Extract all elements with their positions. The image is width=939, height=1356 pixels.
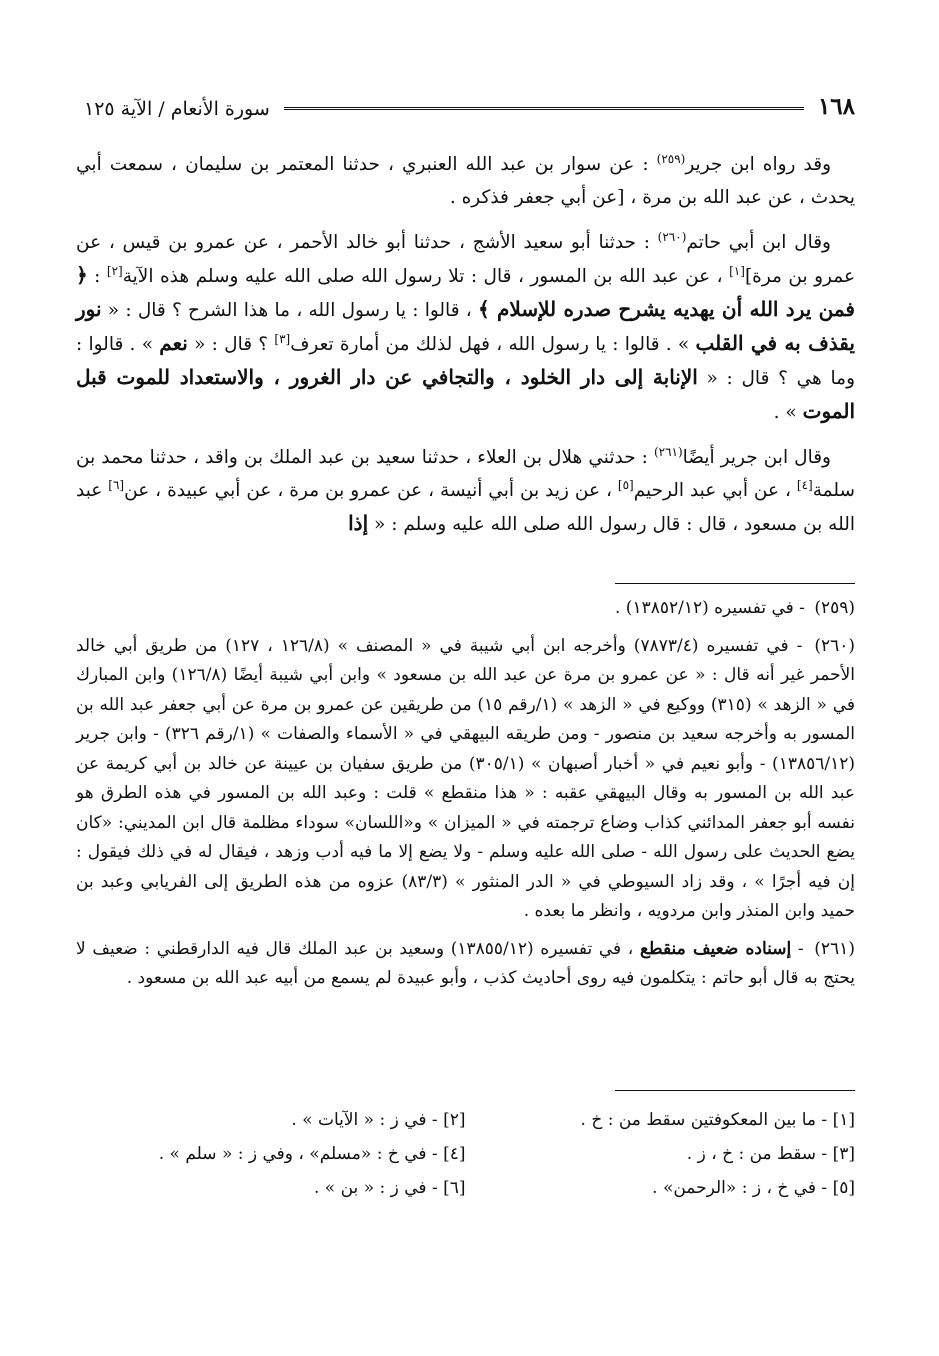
page-header (84, 80, 855, 120)
text-span: » . (773, 402, 803, 423)
footnote-number: (٢٦٠) (814, 635, 856, 656)
page-number: ١٦٨ (817, 93, 855, 120)
text-span: ، قالوا : يا رسول الله ، ما هذا الشرح ؟ قال : « (101, 300, 478, 321)
text-span: ، عن زيد بن أبي أنيسة ، عن عمرو بن مرة ، عن أبي عبيدة ، عن (124, 480, 618, 501)
hadith-text: إذا (348, 511, 369, 535)
header-rule (284, 107, 804, 110)
footnotes (76, 583, 855, 1002)
apparatus-grid (76, 1105, 855, 1203)
apparatus-ref: [٣] (274, 331, 291, 346)
footnote-ref: (٢٥٩) (656, 151, 686, 166)
running-title: سورة الأنعام / الآية ١٢٥ (84, 98, 270, 120)
apparatus-note: [٣] - سقط من : خ ، ز . (686, 1144, 855, 1164)
apparatus-note: [٥] - في خ ، ز : «الرحمن» . (652, 1178, 855, 1198)
apparatus-ref: [٤] (796, 477, 813, 492)
apparatus-note: [٤] - في خ : «مسلم» ، وفي ز : « سلم » . (158, 1144, 466, 1164)
main-text (76, 148, 855, 553)
footnote-ref: (٢٦١) (653, 444, 683, 459)
footnote-259 (76, 594, 855, 624)
footnote-ref: (٢٦٠) (657, 229, 687, 244)
quran-verse: ﴿ فمن يرد الله أن يهديه يشرح صدره للإسلام ﴾ (76, 263, 855, 321)
paragraph-2 (76, 226, 855, 429)
footnote-260 (76, 632, 855, 927)
text-span: » . قالوا : يا رسول الله ، فهل لذلك من أمارة تعرف (290, 334, 696, 355)
text-span: وقال ابن أبي حاتم (686, 232, 831, 253)
apparatus-ref: [٦] (108, 477, 125, 492)
text-span: : (87, 266, 107, 287)
text-span: وقد رواه ابن جرير (685, 154, 832, 175)
text-span: » . قالوا : وما هي ؟ قال : « (76, 334, 855, 389)
footnote-number: (٢٦١) (814, 938, 855, 959)
apparatus-ref: [٥] (617, 477, 634, 492)
paragraph-3 (76, 441, 855, 541)
footnote-text: - في تفسيره (١٣٨٥٢/١٢) . (615, 598, 811, 618)
hadith-text: نور يقذف به في القلب (76, 297, 855, 355)
paragraph-1 (76, 148, 855, 214)
footnote-rule (615, 583, 855, 584)
apparatus-ref: [١] (729, 263, 745, 278)
apparatus-note: [٦] - في ز : « بن » . (314, 1178, 466, 1198)
hadith-text: الإنابة إلى دار الخلود ، والتجافي عن دار الغرور ، والاستعداد للموت قبل الموت (76, 365, 855, 423)
text-span: وقال ابن جرير أيضًا (682, 447, 831, 468)
text-span: عبد الله بن مسعود ، قال : قال رسول الله صلى الله عليه وسلم : « (76, 480, 855, 535)
text-span: : حدثنا أبو سعيد الأشج ، حدثنا أبو خالد الأحمر ، عن عمرو بن قيس ، عن عمرو بن مرة] (76, 232, 855, 287)
footnote-text: ، في تفسيره (١٣٨٥٥/١٢) وسعيد بن عبد الملك قال فيه الدارقطني : ضعيف لا يحتج به قال أبو حاتم : يتكلمون فيه روى أحاديث كذب ، وأبو عبيدة لم يسمع من أبيه عبد الله بن مسعود . (76, 938, 855, 988)
footnote-grading: إسناده ضعيف منقطع (639, 938, 792, 959)
text-span: ؟ قال : « (187, 334, 275, 355)
footnote-number: (٢٥٩) (814, 598, 855, 618)
text-span: : عن سوار بن عبد الله العنبري ، حدثنا المعتمر بن سليمان ، سمعت أبي يحدث ، عن عبد الله بن مرة ، [عن أبي جعفر فذكره . (76, 154, 855, 208)
text-span: ، عن أبي عبد الرحيم (633, 480, 797, 501)
footnote-text: - (791, 938, 811, 959)
hadith-text: نعم (159, 331, 188, 355)
footnote-261 (76, 935, 855, 994)
apparatus-note: [٢] - في ز : « الآيات » . (291, 1110, 466, 1130)
text-span: ، عن عبد الله بن المسور ، قال : تلا رسول الله صلى الله عليه وسلم هذه الآية (122, 266, 730, 287)
apparatus-ref: [٢] (106, 263, 123, 278)
text-span: : حدثني هلال بن العلاء ، حدثنا سعيد بن عبد الملك بن واقد ، حدثنا محمد بن سلمة (76, 447, 855, 501)
apparatus-rule (615, 1090, 855, 1091)
apparatus-note: [١] - ما بين المعكوفتين سقط من : خ . (580, 1110, 855, 1130)
footnote-text: - في تفسيره (٧٨٧٣/٤) وأخرجه ابن أبي شيبة في « المصنف » (١٢٦/٨ ، ١٢٧) من طريق أبي خالد الأحمر غير أنه قال : « عن عمرو بن مرة عن عبد الله بن مسعود » وابن أبي شيبة أيضًا (١٢٦/٨) وابن المبارك في « الزهد » (٣١٥) ووكيع في « الزهد » (١/رقم ١٥) من طريقين عن عمرو بن مرة عن أبي جعفر عبد الله بن المسور به وأخرجه سعيد بن منصور - ومن طريقه البيهقي في « الأسماء والصفات » (١/رقم ٣٢٦) - وابن جرير (١٣٨٥٦/١٢) - وأبو نعيم في « أخبار أصبهان » (٣٠٥/١) من طريق سفيان بن عيينة عن خالد بن أبي كريمة عن عبد الله بن المسور به وقال البيهقي عقبه : « هذا منقطع » قلت : وعبد الله بن المسور في هذه الطرق هو نفسه أبو جعفر المدائني كذاب وضاع ترجمته في « الميزان » و«اللسان» سوداء مظلمة قال ابن المديني: «كان يضع الحديث على رسول الله - صلى الله عليه وسلم - ولا يضع إلا ما فيه أدب وزهد ، فيقال له في ذلك فيقول : إن فيه أجرًا » ، وقد زاد السيوطي في « الدر المنثور » (٨٣/٣) عزوه من هذه الطريق إلى الفريابي وعبد بن حميد وابن المنذر وابن مردويه ، وانظر ما بعده . (76, 635, 856, 921)
critical-apparatus (76, 1090, 855, 1203)
